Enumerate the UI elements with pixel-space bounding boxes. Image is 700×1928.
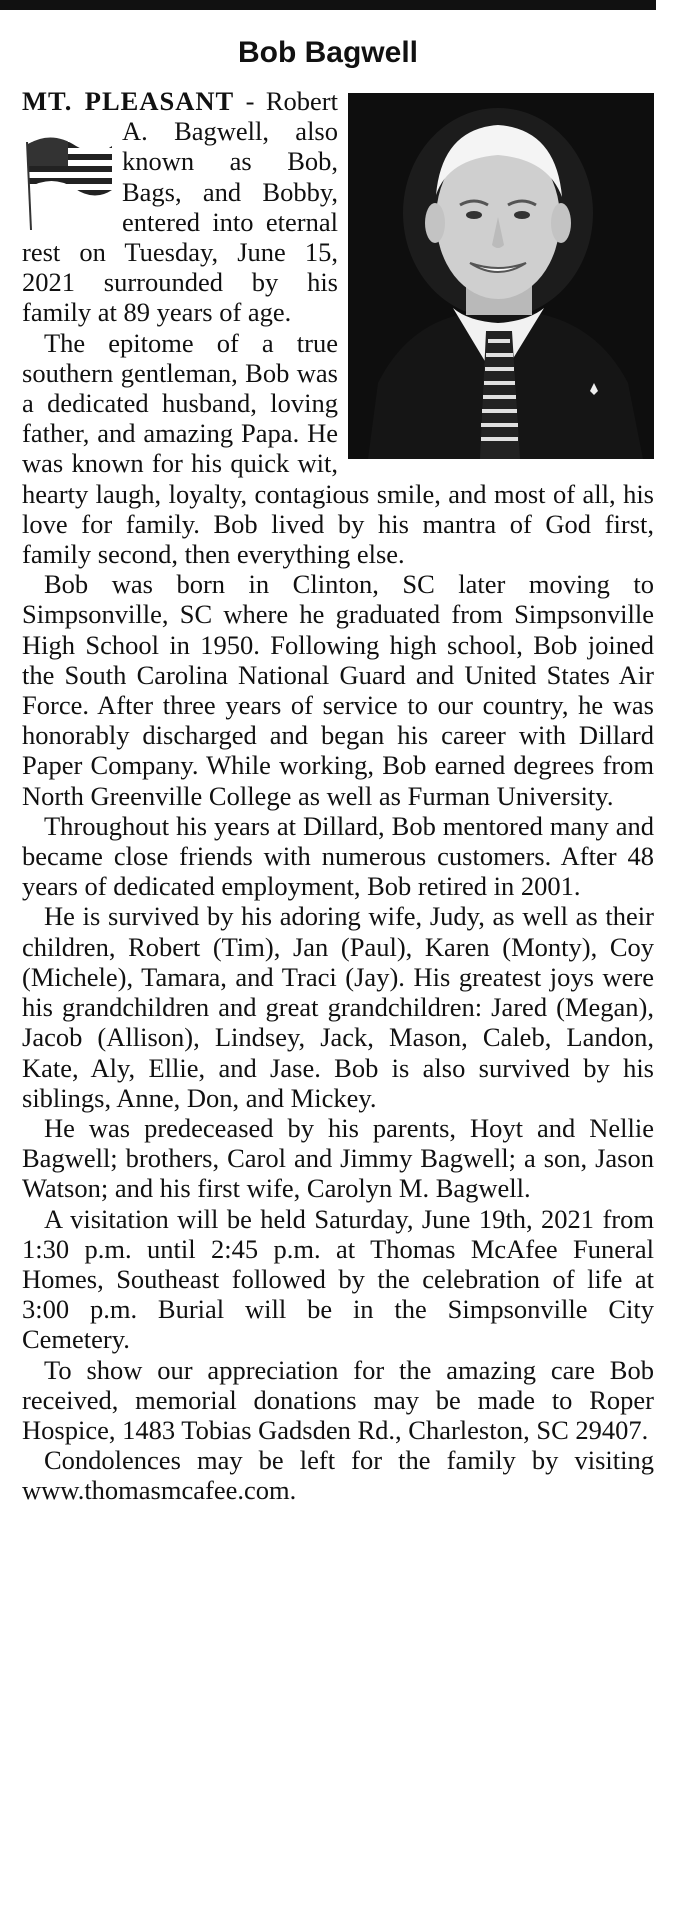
portrait-illustration [348, 93, 654, 459]
body-paragraph: Throughout his years at Dillard, Bob mentored many and became close friends with numerous customers. After 48 years of dedicated employment, Bob retired in 2001. [22, 810, 654, 902]
body-paragraph: Condolences may be left for the family by visiting www.thomasmcafee.com. [22, 1445, 654, 1506]
dateline-place: MT. PLEASANT [22, 86, 235, 116]
portrait-photo [348, 93, 654, 459]
obituary-title: Bob Bagwell [237, 36, 418, 69]
flag-graphic [22, 116, 114, 232]
body-paragraph: He is survived by his adoring wife, Judy, as well as their children, Robert (Tim), Jan (Paul), Karen (Monty), Coy (Michele), Tamara, and Traci (Jay). His greatest joys were his grandchildren and great grandchildren: Jared (Megan), Jacob (Allison), Lindsey, Jack, Mason, Caleb, Landon, Kate, Aly, Ellie, and Jase. Bob is also survived by his siblings, Anne, Don, and Mickey. [22, 901, 654, 1113]
body-paragraph: To show our appreciation for the amazing care Bob received, memorial donations may be made to Roper Hospice, 1483 Tobias Gadsden Rd., Charleston, SC 29407. [22, 1354, 654, 1445]
body-paragraph: A visitation will be held Saturday, June 19th, 2021 from 1:30 p.m. until 2:45 p.m. at Thomas McAfee Funeral Homes, Southeast followed by the celebration of life at 3:00 p.m. Burial will be in the Simpsonville City Cemetery. [22, 1203, 654, 1355]
body-paragraph: He was predeceased by his parents, Hoyt and Nellie Bagwell; brothers, Carol and Jimmy Bagwell; a son, Jason Watson; and his first wife, Carolyn M. Bagwell. [22, 1112, 654, 1204]
obituary-body [22, 86, 654, 1506]
body-paragraph: Bob was born in Clinton, SC later moving to Simpsonville, SC where he graduated from Simpsonville High School in 1950. Following high school, Bob joined the South Carolina National Guard and United States Air Force. After three years of service to our country, he was honorably discharged and began his career with Dillard Paper Company. While working, Bob earned degrees from North Greenville College as well as Furman University. [22, 569, 654, 811]
lead-text: Robert A. Bagwell, also known as Bob, Bags, and Bobby, entered into eternal rest on Tuesday, June 15, 2021 surrounded by his family at 89 years of age. [22, 86, 338, 328]
lead-paragraph: MT. PLEASANT - Robert A. Bagwell, also known as Bob, Bags, and Bobby, entered into eternal rest on Tuesday, June 15, 2021 surrounded by his family at 89 years of age. [22, 86, 338, 328]
body-paragraph: The epitome of a true southern gentleman, Bob was a dedicated husband, loving father, and amazing Papa. He was known for his quick wit, hearty laugh, loyalty, contagious smile, and most of all, his love for family. Bob lived by his mantra of God first, family second, then everything else. [22, 327, 654, 570]
american-flag-icon [22, 116, 114, 232]
top-rule [0, 0, 656, 10]
